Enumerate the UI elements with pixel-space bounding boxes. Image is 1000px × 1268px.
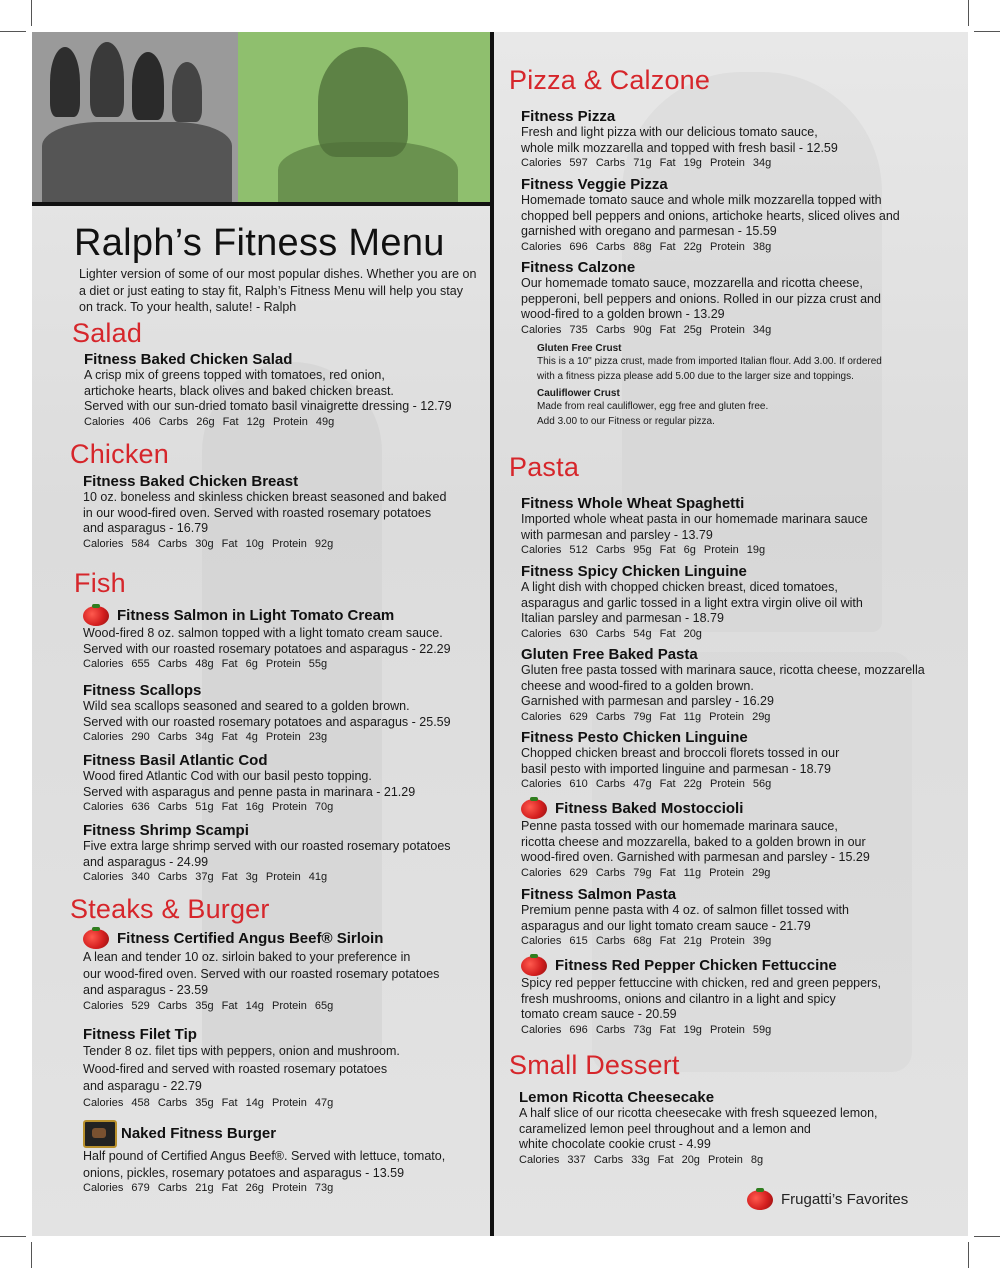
item-nutrition: Calories 735 Carbs 90g Fat 25g Protein 34g: [521, 323, 772, 336]
menu-item: [83, 473, 446, 550]
menu-item: [521, 108, 838, 169]
item-nutrition: Calories 340 Carbs 37g Fat 3g Protein 41g: [83, 871, 328, 883]
item-name: Fitness Pizza: [521, 108, 616, 125]
menu-page: [32, 32, 968, 1236]
tomato-icon: [747, 1190, 773, 1210]
tomato-icon: [521, 956, 547, 976]
menu-item: [83, 682, 451, 743]
item-description: Imported whole wheat pasta in our homemade marinara sauce with parmesan and parsley - 13.79: [521, 512, 868, 542]
item-name: Fitness Salmon Pasta: [521, 886, 677, 903]
item-name: Fitness Salmon in Light Tomato Cream: [117, 606, 395, 624]
item-name: Fitness Basil Atlantic Cod: [83, 752, 268, 769]
intro-text: Lighter version of some of our most popular dishes. Whether you are on a diet or just eating to stay fit, Ralph’s Fitness Menu will help you stay on track. To your health, salute! - Ralph: [79, 267, 477, 314]
item-nutrition: Calories 290 Carbs 34g Fat 4g Protein 23g: [83, 731, 328, 743]
item-description: Tender 8 oz. filet tips with peppers, onion and mushroom. Wood-fired and served with roasted rosemary potatoes and asparagu - 22.79: [83, 1044, 400, 1093]
item-nutrition: Calories 610 Carbs 47g Fat 22g Protein 56g: [521, 778, 772, 790]
column-divider: [490, 32, 494, 1236]
item-name: Fitness Calzone: [521, 259, 636, 276]
menu-item: [521, 495, 868, 556]
item-description: Wood-fired 8 oz. salmon topped with a light tomato cream sauce. Served with our roasted rosemary potatoes and asparagus - 22.29: [83, 626, 451, 656]
crop-mark: [0, 31, 26, 32]
note-text: This is a 10" pizza crust, made from imported Italian flour. Add 3.00. If ordered with a fitness pizza please add 5.00 due to the larger size and toppings.: [537, 356, 882, 382]
menu-item: [83, 929, 439, 1012]
menu-item: [521, 646, 925, 723]
item-name-row: [83, 929, 439, 949]
item-name: Naked Fitness Burger: [121, 1124, 277, 1142]
item-description: Homemade tomato sauce and whole milk mozzarella topped with chopped bell peppers and onions, artichoke hearts, sliced olives and garnished with oregano and parmesan - 15.59: [521, 193, 900, 238]
item-name: Fitness Whole Wheat Spaghetti: [521, 495, 745, 512]
item-nutrition: Calories 696 Carbs 88g Fat 22g Protein 38g: [521, 240, 772, 253]
crop-mark: [968, 0, 969, 26]
crop-mark: [974, 31, 1000, 32]
item-description: Fresh and light pizza with our delicious tomato sauce, whole milk mozzarella and topped with fresh basil - 12.59: [521, 125, 838, 155]
menu-item: [83, 1026, 400, 1109]
item-nutrition: Calories 337 Carbs 33g Fat 20g Protein 8g: [519, 1153, 764, 1166]
item-nutrition: Calories 529 Carbs 35g Fat 14g Protein 65g: [83, 999, 334, 1012]
item-name: Fitness Spicy Chicken Linguine: [521, 563, 747, 580]
menu-item: [83, 1120, 445, 1194]
item-name-row: [83, 606, 451, 626]
item-name: Gluten Free Baked Pasta: [521, 646, 698, 663]
section-title-salad: Salad: [72, 318, 143, 348]
item-description: Our homemade tomato sauce, mozzarella and ricotta cheese, pepperoni, bell peppers and onions. Rolled in our pizza crust and wood-fired to a golden brown - 13.29: [521, 276, 881, 321]
item-nutrition: Calories 655 Carbs 48g Fat 6g Protein 55g: [83, 658, 328, 670]
tomato-icon: [83, 606, 109, 626]
section-title-fish: Fish: [74, 568, 126, 598]
menu-item: [83, 606, 451, 670]
item-description: Half pound of Certified Angus Beef®. Served with lettuce, tomato, onions, pickles, rosemary potatoes and asparagus - 13.59: [83, 1149, 446, 1180]
favorites-label: Frugatti’s Favorites: [781, 1190, 909, 1208]
crust-note: [537, 343, 882, 384]
item-description: Wild sea scallops seasoned and seared to a golden brown. Served with our roasted rosemary potatoes and asparagus - 25.59: [83, 699, 451, 729]
item-name-row: [83, 1120, 445, 1148]
menu-item: [521, 956, 881, 1036]
item-name: Fitness Pesto Chicken Linguine: [521, 729, 748, 746]
section-title-dessert: Small Dessert: [509, 1050, 680, 1080]
menu-item: [521, 176, 900, 253]
menu-item: [521, 259, 881, 336]
item-description: 10 oz. boneless and skinless chicken breast seasoned and baked in our wood-fired oven. Served with roasted rosemary potatoes and asparagus - 16.79: [83, 490, 447, 535]
crop-mark: [0, 1236, 26, 1237]
page-title: Ralph’s Fitness Menu: [74, 222, 445, 264]
item-name-row: [521, 799, 870, 819]
item-description: Wood fired Atlantic Cod with our basil pesto topping. Served with asparagus and penne pasta in marinara - 21.29: [83, 769, 416, 799]
vintage-group-photo: [32, 32, 238, 202]
section-title-pizza: Pizza & Calzone: [509, 65, 711, 95]
item-description: A half slice of our ricotta cheesecake with fresh squeezed lemon, caramelized lemon peel throughout and a lemon and white chocolate cookie crust - 4.99: [519, 1106, 878, 1151]
menu-item: [521, 886, 849, 947]
item-nutrition: Calories 406 Carbs 26g Fat 12g Protein 49g: [84, 415, 335, 428]
note-heading: Gluten Free Crust: [537, 343, 622, 354]
menu-item: [521, 729, 839, 790]
menu-item: [83, 752, 415, 813]
crust-note: [537, 388, 768, 429]
item-nutrition: Calories 629 Carbs 79g Fat 11g Protein 29g: [521, 866, 771, 879]
crop-mark: [31, 0, 32, 26]
item-name: Fitness Red Pepper Chicken Fettuccine: [555, 956, 837, 974]
item-name: Fitness Filet Tip: [83, 1026, 197, 1043]
menu-item: [84, 351, 452, 428]
item-description: A lean and tender 10 oz. sirloin baked to your preference in our wood-fired oven. Served with our roasted rosemary potatoes and asparagus - 23.59: [83, 950, 440, 997]
vintage-portrait-photo: [238, 32, 490, 202]
note-heading: Cauliflower Crust: [537, 388, 620, 399]
tomato-icon: [521, 799, 547, 819]
item-name-row: [521, 956, 881, 976]
menu-item: [521, 799, 870, 879]
item-description: Penne pasta tossed with our homemade marinara sauce, ricotta cheese and mozzarella, baked to a golden brown in our wood-fired oven. Garnished with parmesan and parsley - 15.29: [521, 819, 870, 864]
favorites-legend: [747, 1190, 908, 1210]
section-title-pasta: Pasta: [509, 452, 580, 482]
item-description: Spicy red pepper fettuccine with chicken, red and green peppers, fresh mushrooms, onions and cilantro in a light and spicy tomato cream sauce - 20.59: [521, 976, 881, 1021]
item-name: Fitness Baked Chicken Breast: [83, 473, 299, 490]
item-nutrition: Calories 636 Carbs 51g Fat 16g Protein 70g: [83, 801, 334, 813]
menu-item: [521, 563, 863, 640]
certified-angus-beef-icon: [83, 1120, 117, 1148]
item-name: Fitness Veggie Pizza: [521, 176, 668, 193]
item-nutrition: Calories 629 Carbs 79g Fat 11g Protein 29g: [521, 710, 771, 723]
crop-mark: [31, 1242, 32, 1268]
item-name: Fitness Shrimp Scampi: [83, 822, 249, 839]
item-nutrition: Calories 679 Carbs 21g Fat 26g Protein 73g: [83, 1182, 334, 1194]
section-title-chicken: Chicken: [70, 439, 169, 469]
item-nutrition: Calories 597 Carbs 71g Fat 19g Protein 34g: [521, 157, 772, 169]
menu-item: [83, 822, 451, 883]
item-nutrition: Calories 584 Carbs 30g Fat 10g Protein 92g: [83, 537, 334, 550]
item-description: Five extra large shrimp served with our roasted rosemary potatoes and asparagus - 24.99: [83, 839, 451, 869]
tomato-icon: [83, 929, 109, 949]
crop-mark: [974, 1236, 1000, 1237]
item-description: Gluten free pasta tossed with marinara sauce, ricotta cheese, mozzarella cheese and wood-fired to a golden brown. Garnished with parmesan and parsley - 16.29: [521, 663, 925, 708]
item-nutrition: Calories 696 Carbs 73g Fat 19g Protein 59g: [521, 1023, 772, 1036]
item-name: Fitness Scallops: [83, 682, 202, 699]
menu-item: [519, 1089, 878, 1166]
item-description: Chopped chicken breast and broccoli florets tossed in our basil pesto with imported linguine and parmesan - 18.79: [521, 746, 840, 776]
item-nutrition: Calories 615 Carbs 68g Fat 21g Protein 39g: [521, 935, 772, 947]
item-name: Fitness Certified Angus Beef® Sirloin: [117, 929, 384, 947]
crop-mark: [968, 1242, 969, 1268]
item-name: Lemon Ricotta Cheesecake: [519, 1089, 715, 1106]
item-name: Fitness Baked Chicken Salad: [84, 351, 293, 368]
item-name: Fitness Baked Mostoccioli: [555, 799, 744, 817]
item-description: Premium penne pasta with 4 oz. of salmon fillet tossed with asparagus and our light tomato cream sauce - 21.79: [521, 903, 849, 933]
note-text: Made from real cauliflower, egg free and gluten free. Add 3.00 to our Fitness or regular pizza.: [537, 401, 769, 427]
item-nutrition: Calories 458 Carbs 35g Fat 14g Protein 47g: [83, 1096, 334, 1109]
item-nutrition: Calories 512 Carbs 95g Fat 6g Protein 19g: [521, 544, 766, 556]
item-description: A crisp mix of greens topped with tomatoes, red onion, artichoke hearts, black olives and baked chicken breast. Served with our sun-dried tomato basil vinaigrette dressing - 12.79: [84, 368, 452, 413]
item-description: A light dish with chopped chicken breast, diced tomatoes, asparagus and garlic tossed in a light extra virgin olive oil with Italian parsley and parmesan - 18.79: [521, 580, 863, 625]
section-title-steaks: Steaks & Burger: [70, 894, 270, 924]
photo-divider: [32, 202, 492, 206]
item-nutrition: Calories 630 Carbs 54g Fat 20g: [521, 627, 702, 640]
